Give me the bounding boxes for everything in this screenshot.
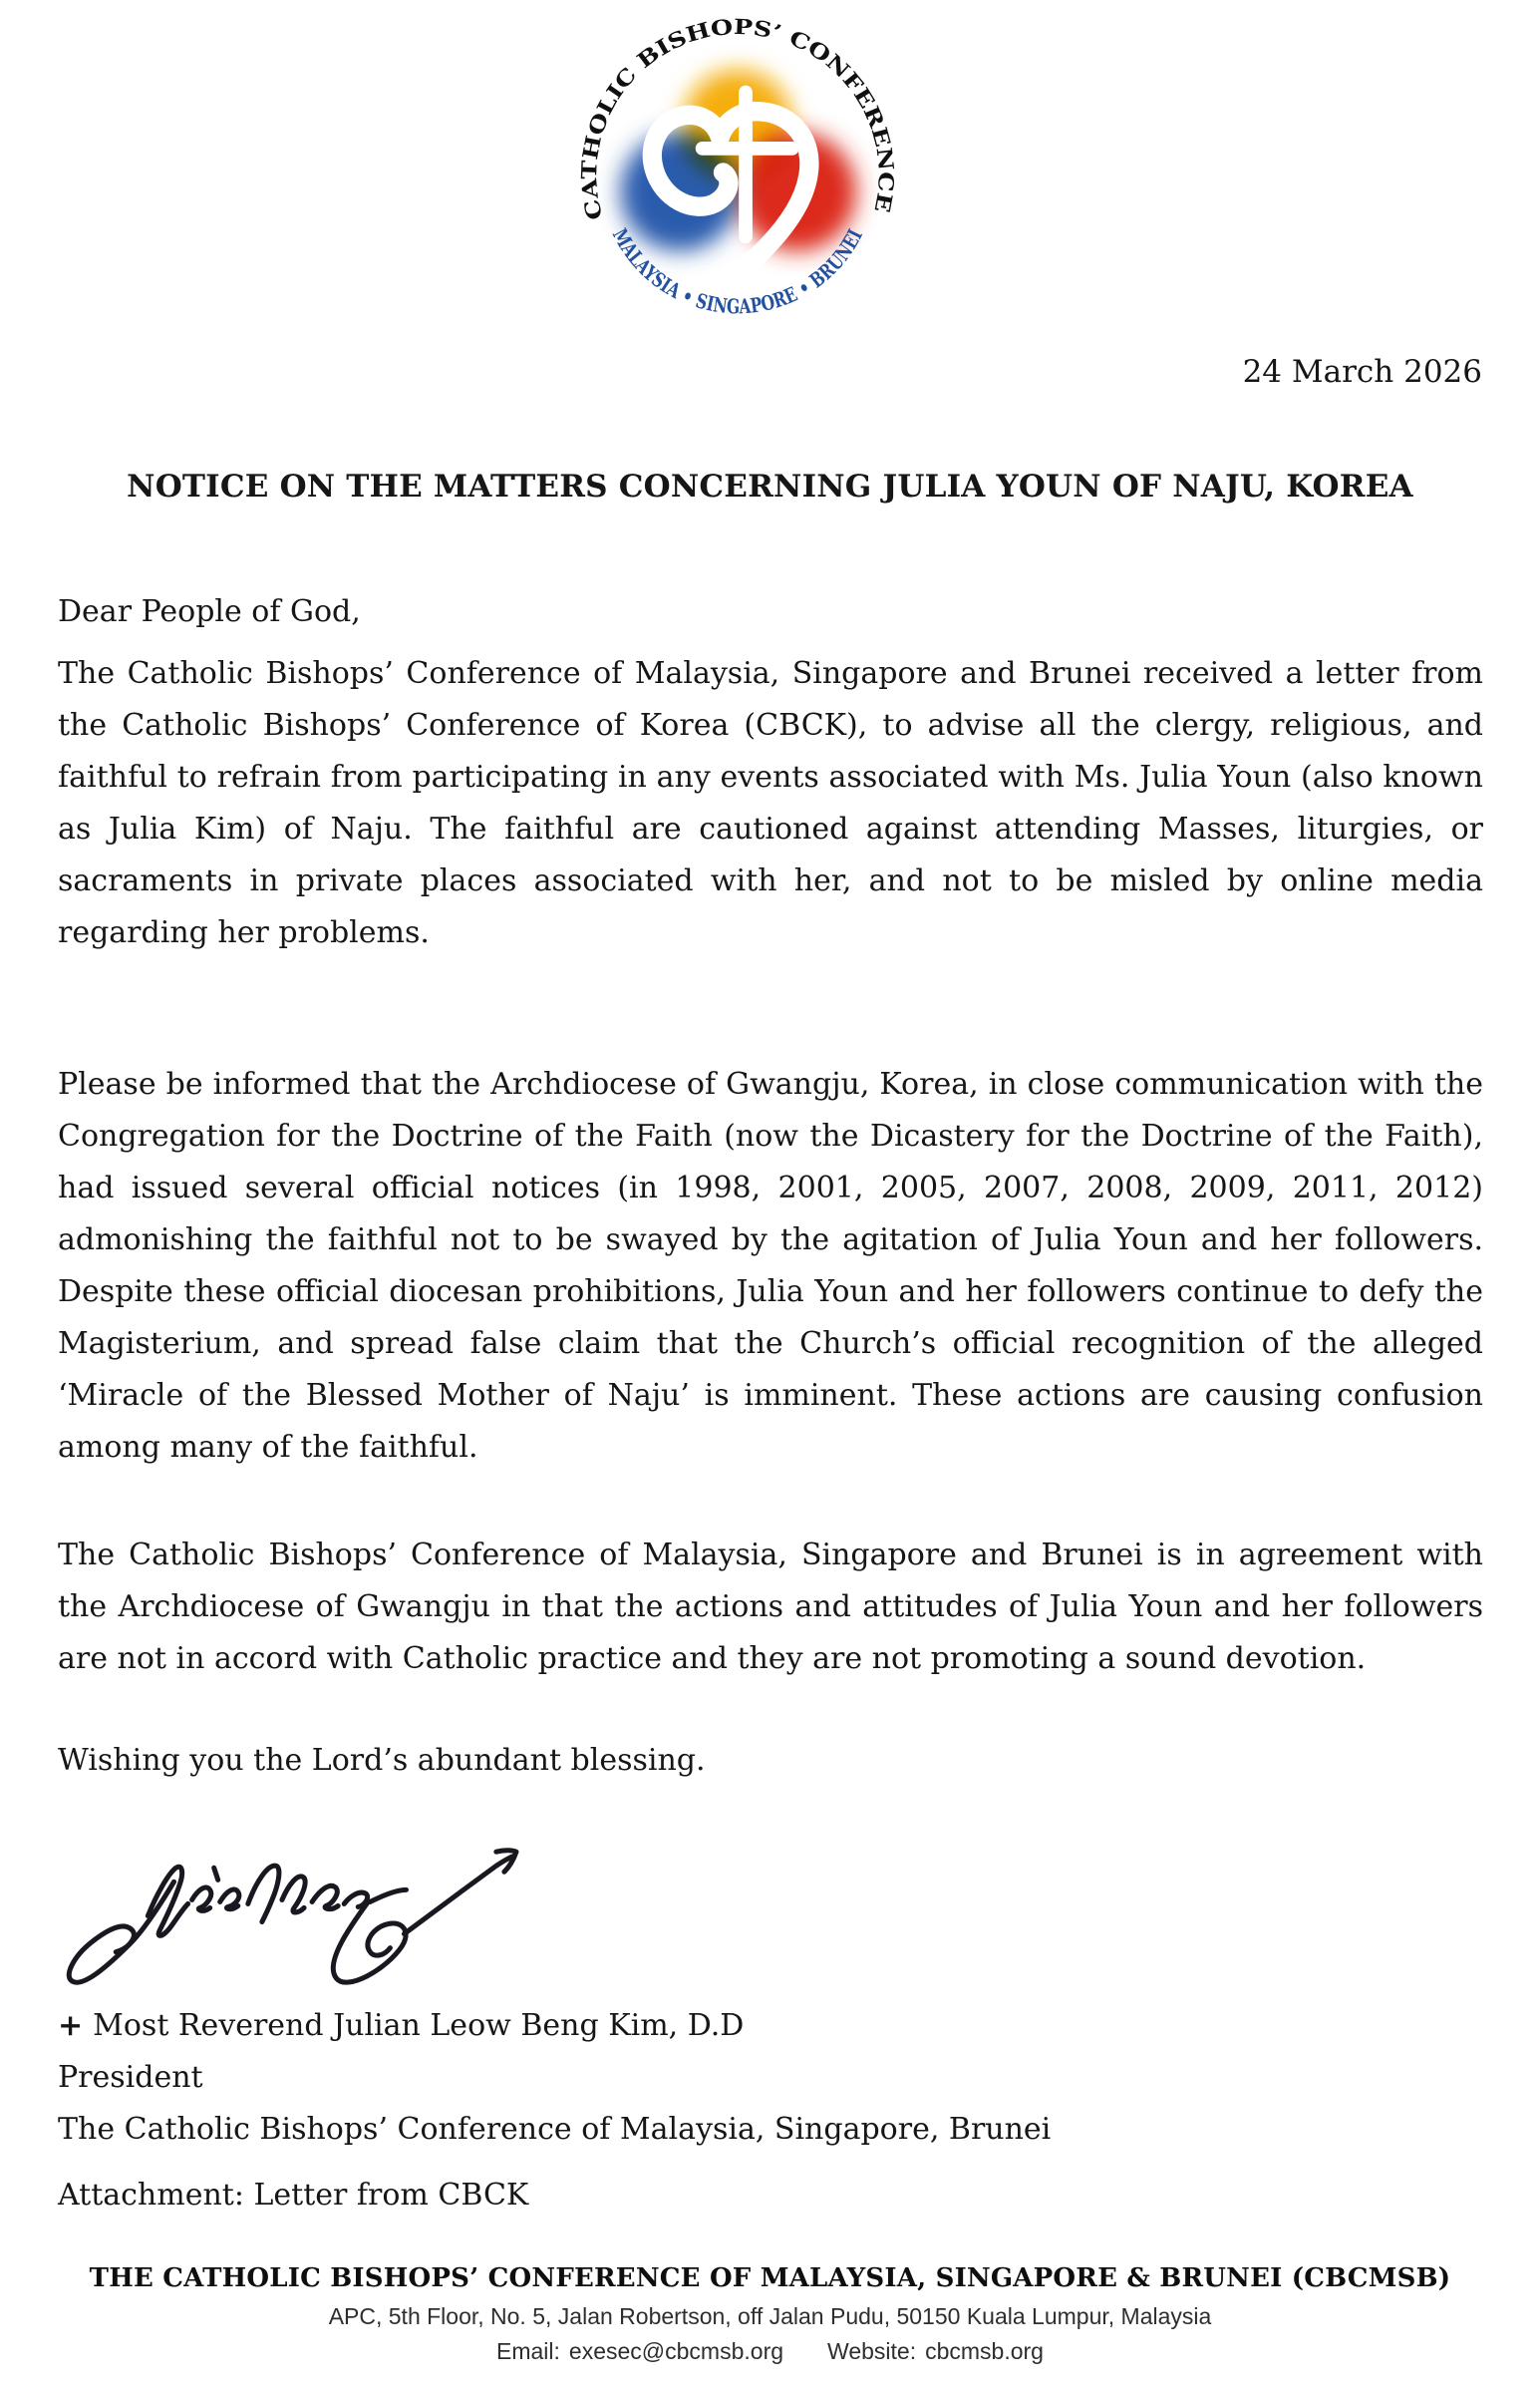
letter-title: NOTICE ON THE MATTERS CONCERNING JULIA YOUN OF NAJU, KOREA (127, 469, 1413, 505)
footer-website (827, 2338, 1044, 2365)
signatory-title: President (58, 2060, 203, 2095)
salutation: Dear People of God, (58, 594, 361, 629)
body-paragraph-3: The Catholic Bishops’ Conference of Malaysia, Singapore and Brunei is in agreement with the Archdiocese of Gwangju in that the actions and attitudes of Julia Youn and her followers are not in accord with Catholic practice and they are not promoting a sound devotion. (58, 1538, 1483, 1676)
footer-email-value: exesec@cbcmsb.org (568, 2338, 784, 2364)
signatory-block (58, 2000, 1051, 2156)
letter-date: 24 March 2026 (1242, 354, 1482, 390)
signature-strokes (52, 1837, 532, 2004)
footer-email (496, 2338, 783, 2365)
footer-contact-line (0, 2338, 1540, 2365)
letter-footer (0, 2263, 1540, 2365)
logo-top-arc-text: CATHOLIC BISHOPS’ CONFERENCE (576, 13, 899, 223)
footer-email-label: Email: (496, 2338, 560, 2364)
signatory-name-line (58, 2000, 1051, 2052)
episcopal-cross-icon: + (58, 2008, 84, 2043)
footer-website-label: Website: (827, 2338, 917, 2364)
footer-address: APC, 5th Floor, No. 5, Jalan Robertson, off Jalan Pudu, 50150 Kuala Lumpur, Malaysia (328, 2303, 1212, 2329)
signatory-organization: The Catholic Bishops’ Conference of Malaysia, Singapore, Brunei (58, 2112, 1052, 2147)
body-paragraph-2: Please be informed that the Archdiocese of Gwangju, Korea, in close communication with the Congregation for the Doctrine of the Faith (now the Dicastery for the Doctrine of the Faith), had issued several official notices (in 1998, 2001, 2005, 2007, 2008, 2009, 2011, 2012) admonishing the faithful not to be swayed by the agitation of Julia Youn and her followers. Despite these official diocesan prohibitions, Julia Youn and her followers continue to defy the Magisterium, and spread false claim that the Church’s official recognition of the alleged ‘Miracle of the Blessed Mother of Naju’ is imminent. These actions are causing confusion among many of the faithful. (58, 1067, 1483, 1465)
attachment-note: Attachment: Letter from CBCK (58, 2178, 529, 2213)
cbcmsb-logo (550, 12, 925, 333)
signature-image (52, 1837, 532, 2004)
closing-line: Wishing you the Lord’s abundant blessing. (58, 1743, 706, 1778)
signatory-name: Most Reverend Julian Leow Beng Kim, D.D (93, 2008, 745, 2043)
body-paragraph-1: The Catholic Bishops’ Conference of Malaysia, Singapore and Brunei received a letter from the Catholic Bishops’ Conference of Korea (CBCK), to advise all the clergy, religious, and faithful to refrain from participating in any events associated with Ms. Julia Youn (also known as Julia Kim) of Naju. The faithful are cautioned against attending Masses, liturgies, or sacraments in private places associated with her, and not to be misled by online media regarding her problems. (58, 656, 1483, 950)
footer-org-name: THE CATHOLIC BISHOPS’ CONFERENCE OF MALAYSIA, SINGAPORE & BRUNEI (CBCMSB) (89, 2263, 1451, 2293)
logo-graphic (550, 12, 925, 333)
footer-website-value: cbcmsb.org (925, 2338, 1044, 2364)
logo-bottom-arc-text: MALAYSIA • SINGAPORE • BRUNEI (607, 223, 868, 319)
